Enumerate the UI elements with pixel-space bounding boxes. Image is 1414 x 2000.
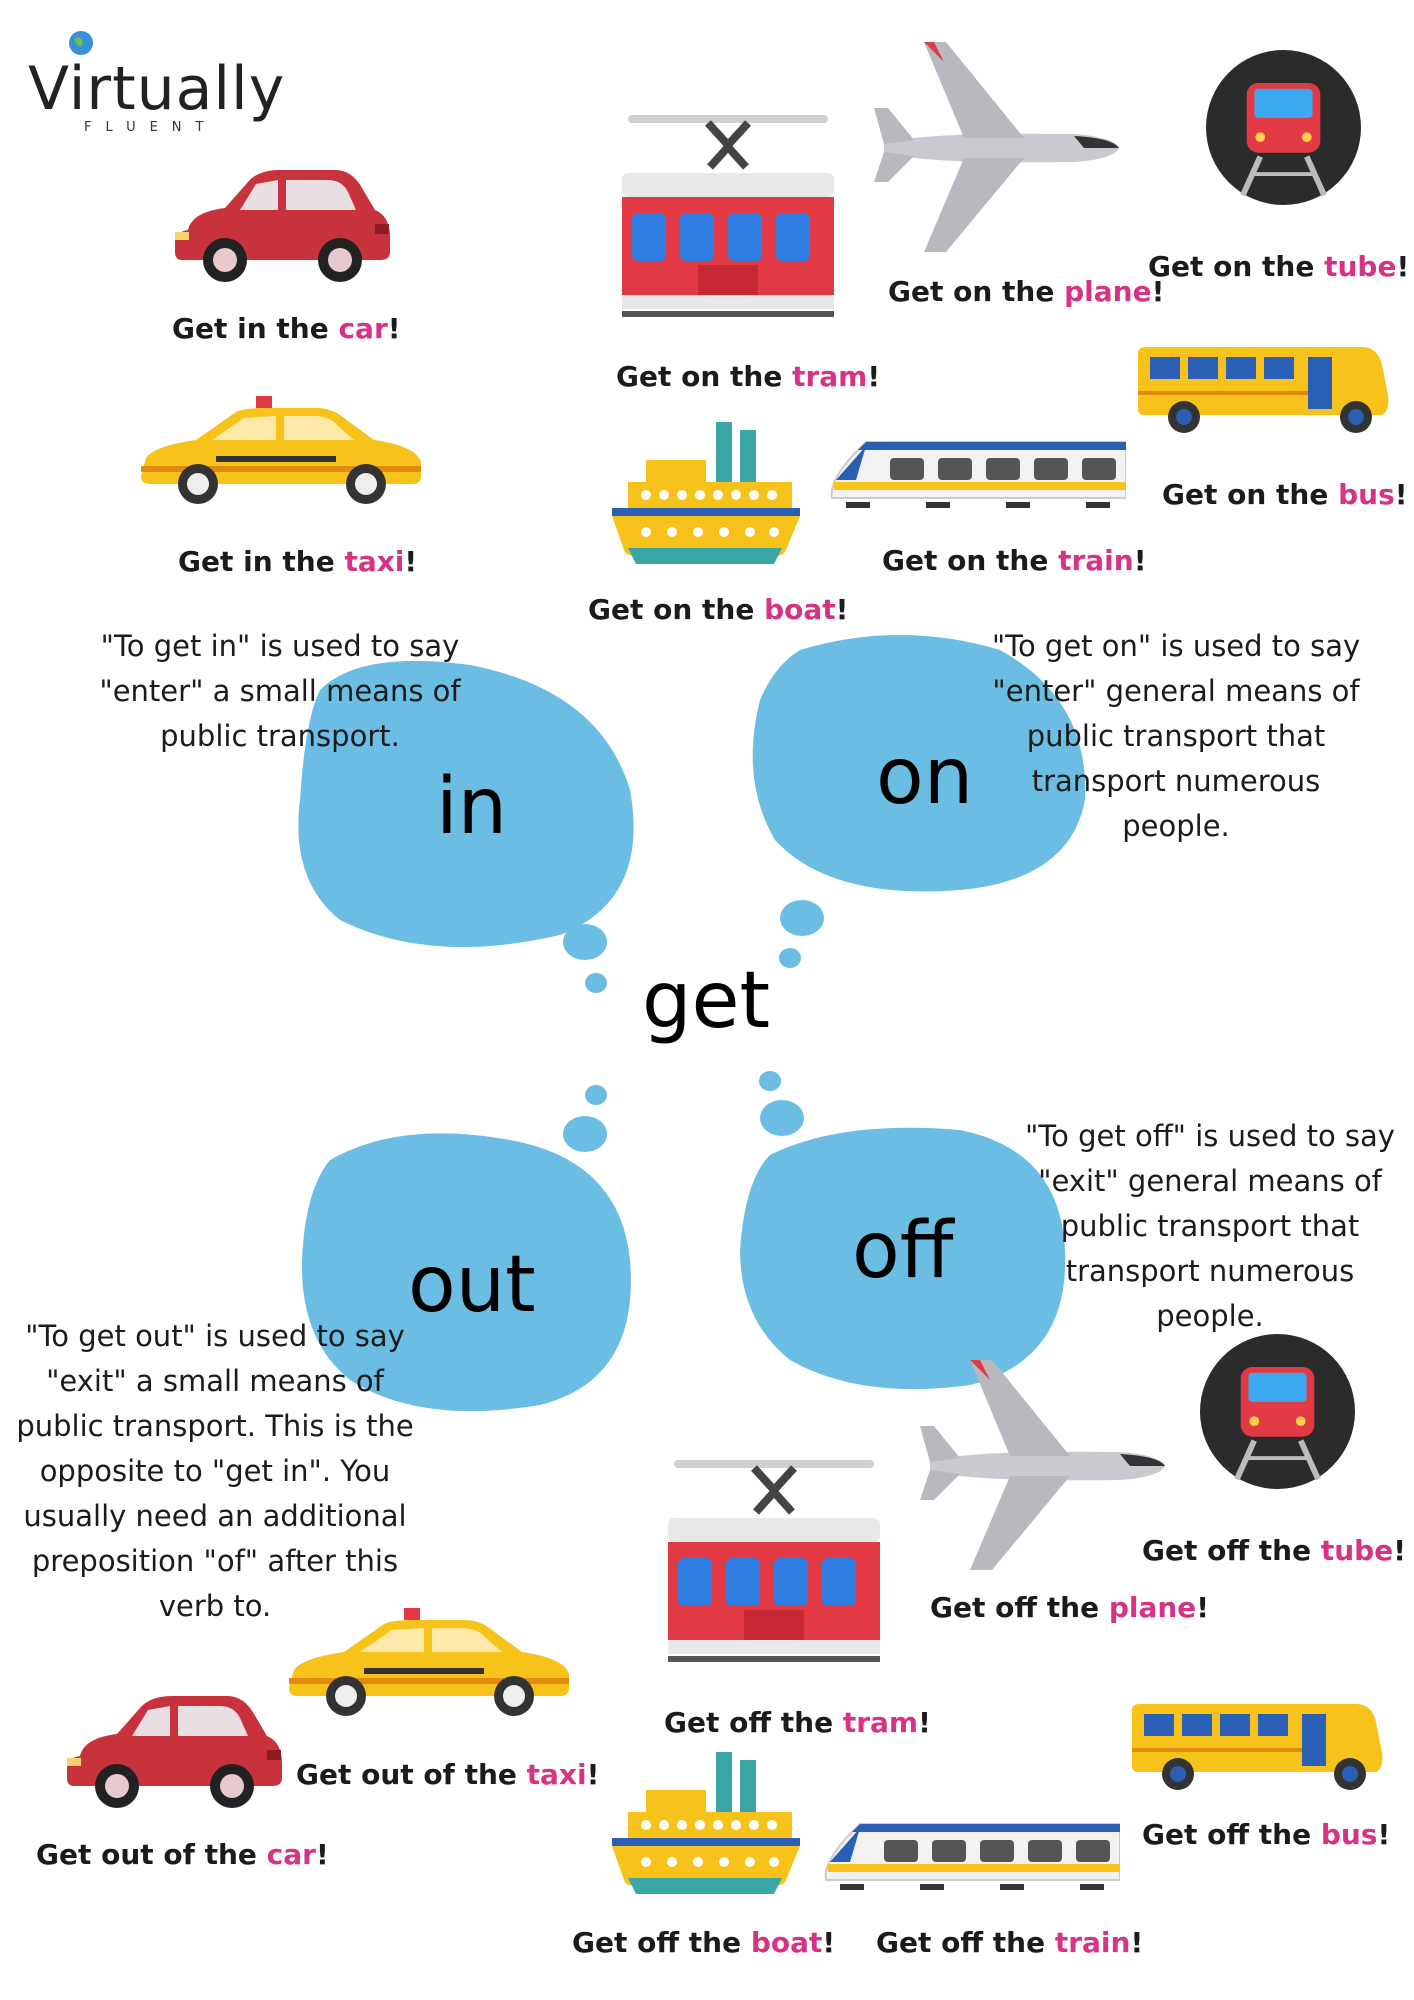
description-get-out: "To get out" is used to say "exit" a small means of public transport. This is the opposite to "get in". You usually need an additional preposition "of" after this verb to. bbox=[16, 1319, 414, 1623]
plane-icon bbox=[920, 1360, 1170, 1570]
tube-icon bbox=[1200, 1334, 1355, 1489]
word-out: out bbox=[408, 1240, 536, 1330]
bus-icon bbox=[1126, 1702, 1386, 1797]
logo-tagline: FLUENT bbox=[84, 120, 218, 135]
caption-tram-off: Get off the tram! bbox=[664, 1706, 931, 1739]
word-get: get bbox=[642, 956, 771, 1046]
word-off: off bbox=[852, 1206, 954, 1296]
caption-car-out: Get out of the car! bbox=[36, 1838, 329, 1871]
caption-plane-on: Get on the plane! bbox=[888, 275, 1165, 308]
caption-train-off: Get off the train! bbox=[876, 1926, 1144, 1959]
boat-icon bbox=[606, 1752, 806, 1902]
description-get-in: "To get in" is used to say "enter" a small means of public transport. bbox=[99, 629, 461, 753]
caption-tube-off: Get off the tube! bbox=[1142, 1534, 1406, 1567]
caption-train-on: Get on the train! bbox=[882, 544, 1147, 577]
caption-tube-on: Get on the tube! bbox=[1148, 250, 1410, 283]
train-icon bbox=[820, 1820, 1120, 1900]
caption-taxi-in: Get in the taxi! bbox=[178, 545, 418, 578]
tram-icon bbox=[664, 1460, 884, 1675]
caption-bus-off: Get off the bus! bbox=[1142, 1818, 1391, 1851]
caption-taxi-out: Get out of the taxi! bbox=[296, 1758, 600, 1791]
caption-boat-off: Get off the boat! bbox=[572, 1926, 836, 1959]
description-get-off: "To get off" is used to say "exit" general means of public transport that transport numerous people. bbox=[1025, 1119, 1395, 1333]
word-on: on bbox=[876, 732, 974, 822]
caption-plane-off: Get off the plane! bbox=[930, 1591, 1210, 1624]
taxi-icon bbox=[284, 1608, 574, 1718]
car-icon bbox=[62, 1686, 282, 1811]
logo-name: Virtually bbox=[28, 54, 286, 124]
caption-bus-on: Get on the bus! bbox=[1162, 478, 1408, 511]
caption-boat-on: Get on the boat! bbox=[588, 593, 849, 626]
caption-car-in: Get in the car! bbox=[172, 312, 401, 345]
word-in: in bbox=[436, 762, 508, 852]
description-get-on: "To get on" is used to say "enter" general means of public transport that transport numerous people. bbox=[991, 629, 1361, 843]
caption-tram-on: Get on the tram! bbox=[616, 360, 881, 393]
